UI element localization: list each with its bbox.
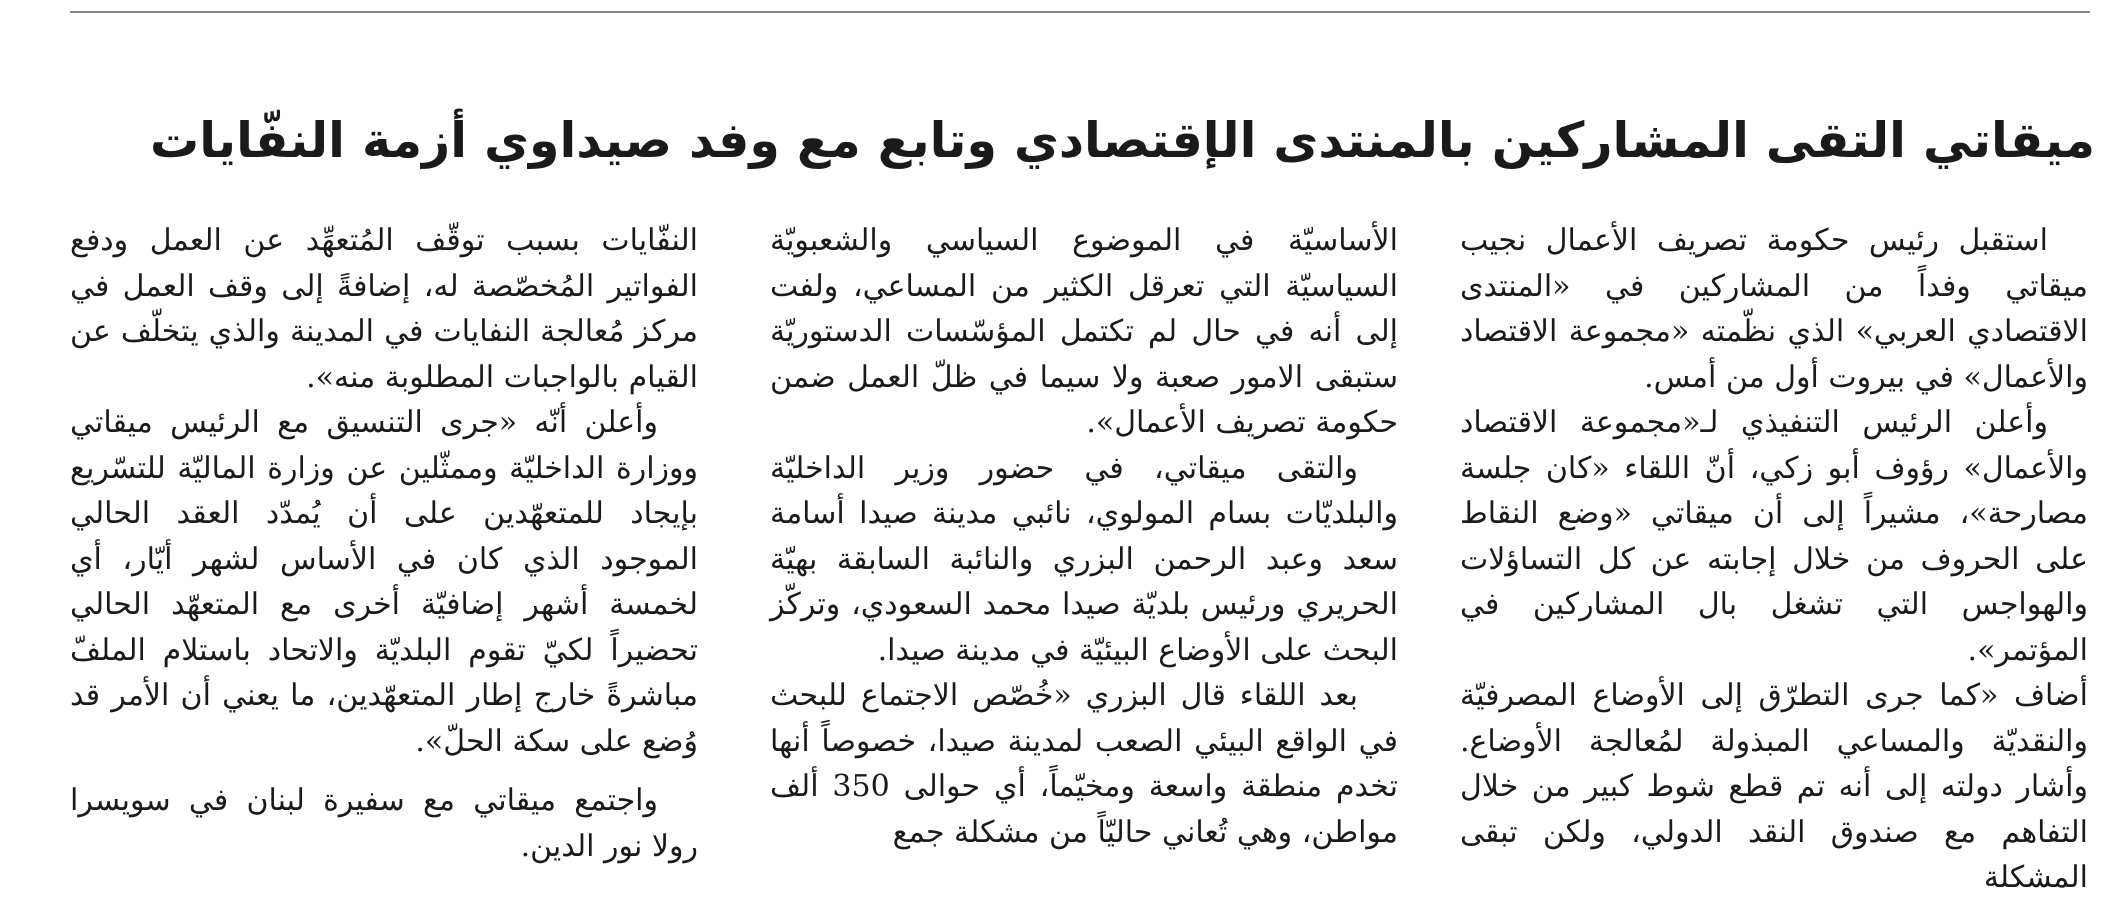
column-3-paragraph-1: النفّايات بسبب توقّف المُتعهِّد عن العمل ودفع الفواتير المُخصّصة له، إضافةً إلى وقف العمل في مركز مُعالجة النفايات في المدينة والذي يتخلّف عن القيام بالواجبات المطلوبة منه». (70, 223, 698, 395)
column-1-paragraph-3: أضاف «كما جرى التطرّق إلى الأوضاع المصرفيّة والنقديّة والمساعي المبذولة لمُعالجة الأوضاع. وأشار دولته إلى أنه تم قطع شوط كبير من خلال التفاهم مع صندوق النقد الدولي، ولكن تبقى المشكلة (1460, 678, 2088, 895)
column-3-paragraph-3: واجتمع ميقاتي مع سفيرة لبنان في سويسرا رولا نور الدين. (70, 783, 698, 864)
column-1-paragraph-2: وأعلن الرئيس التنفيذي لـ«مجموعة الاقتصاد والأعمال» رؤوف أبو زكي، أنّ اللقاء «كان جلسة مصارحة»، مشيراً إلى أن ميقاتي «وضع النقاط على الحروف من خلال إجابته عن كل التساؤلات والهواجس التي تشغل بال المشاركين في المؤتمر». (1460, 405, 2088, 668)
column-1-paragraph-1: استقبل رئيس حكومة تصريف الأعمال نجيب ميقاتي وفداً من المشاركين في «المنتدى الاقتصادي العربي» الذي نظّمته «مجموعة الاقتصاد والأعمال» في بيروت أول من أمس. (1460, 223, 2088, 395)
article-column-1 (1460, 218, 2088, 901)
article-column-2 (770, 218, 1398, 855)
column-3-paragraph-2: وأعلن أنّه «جرى التنسيق مع الرئيس ميقاتي ووزارة الداخليّة وممثّلين عن وزارة الماليّة للتسّريع بإيجاد للمتعهّدين على أن يُمدّد العقد الحالي الموجود الذي كان في الأساس لشهر أيّار، أي لخمسة أشهر إضافيّة أخرى مع المتعهّد الحالي تحضيراً لكيّ تقوم البلديّة والاتحاد باستلام الملفّ مباشرةً خارج إطار المتعهّدين، ما يعني أن الأمر قد وُضع على سكة الحلّ». (70, 405, 698, 759)
column-2-paragraph-2: والتقى ميقاتي، في حضور وزير الداخليّة والبلديّات بسام المولوي، نائبي مدينة صيدا أسامة سعد وعبد الرحمن البزري والنائبة السابقة بهيّة الحريري ورئيس بلديّة صيدا محمد السعودي، وتركّز البحث على الأوضاع البيئيّة في مدينة صيدا. (770, 450, 1398, 668)
top-rule (70, 11, 2090, 13)
column-2-paragraph-1: الأساسيّة في الموضوع السياسي والشعبويّة السياسيّة التي تعرقل الكثير من المساعي، ولفت إلى أنه في حال لم تكتمل المؤسّسات الدستوريّة ستبقى الامور صعبة ولا سيما في ظلّ العمل ضمن حكومة تصريف الأعمال». (770, 223, 1398, 440)
column-2-paragraph-3: بعد اللقاء قال البزري «خُصّص الاجتماع للبحث في الواقع البيئي الصعب لمدينة صيدا، خصوصاً أنها تخدم منطقة واسعة ومخيّماً، أي حوالى 350 ألف مواطن، وهي تُعاني حاليّاً من مشكلة جمع (770, 678, 1398, 850)
article-headline: ميقاتي التقى المشاركين بالمنتدى الإقتصادي وتابع مع وفد صيداوي أزمة النفّايات (150, 112, 2095, 169)
article-column-3 (70, 218, 698, 869)
